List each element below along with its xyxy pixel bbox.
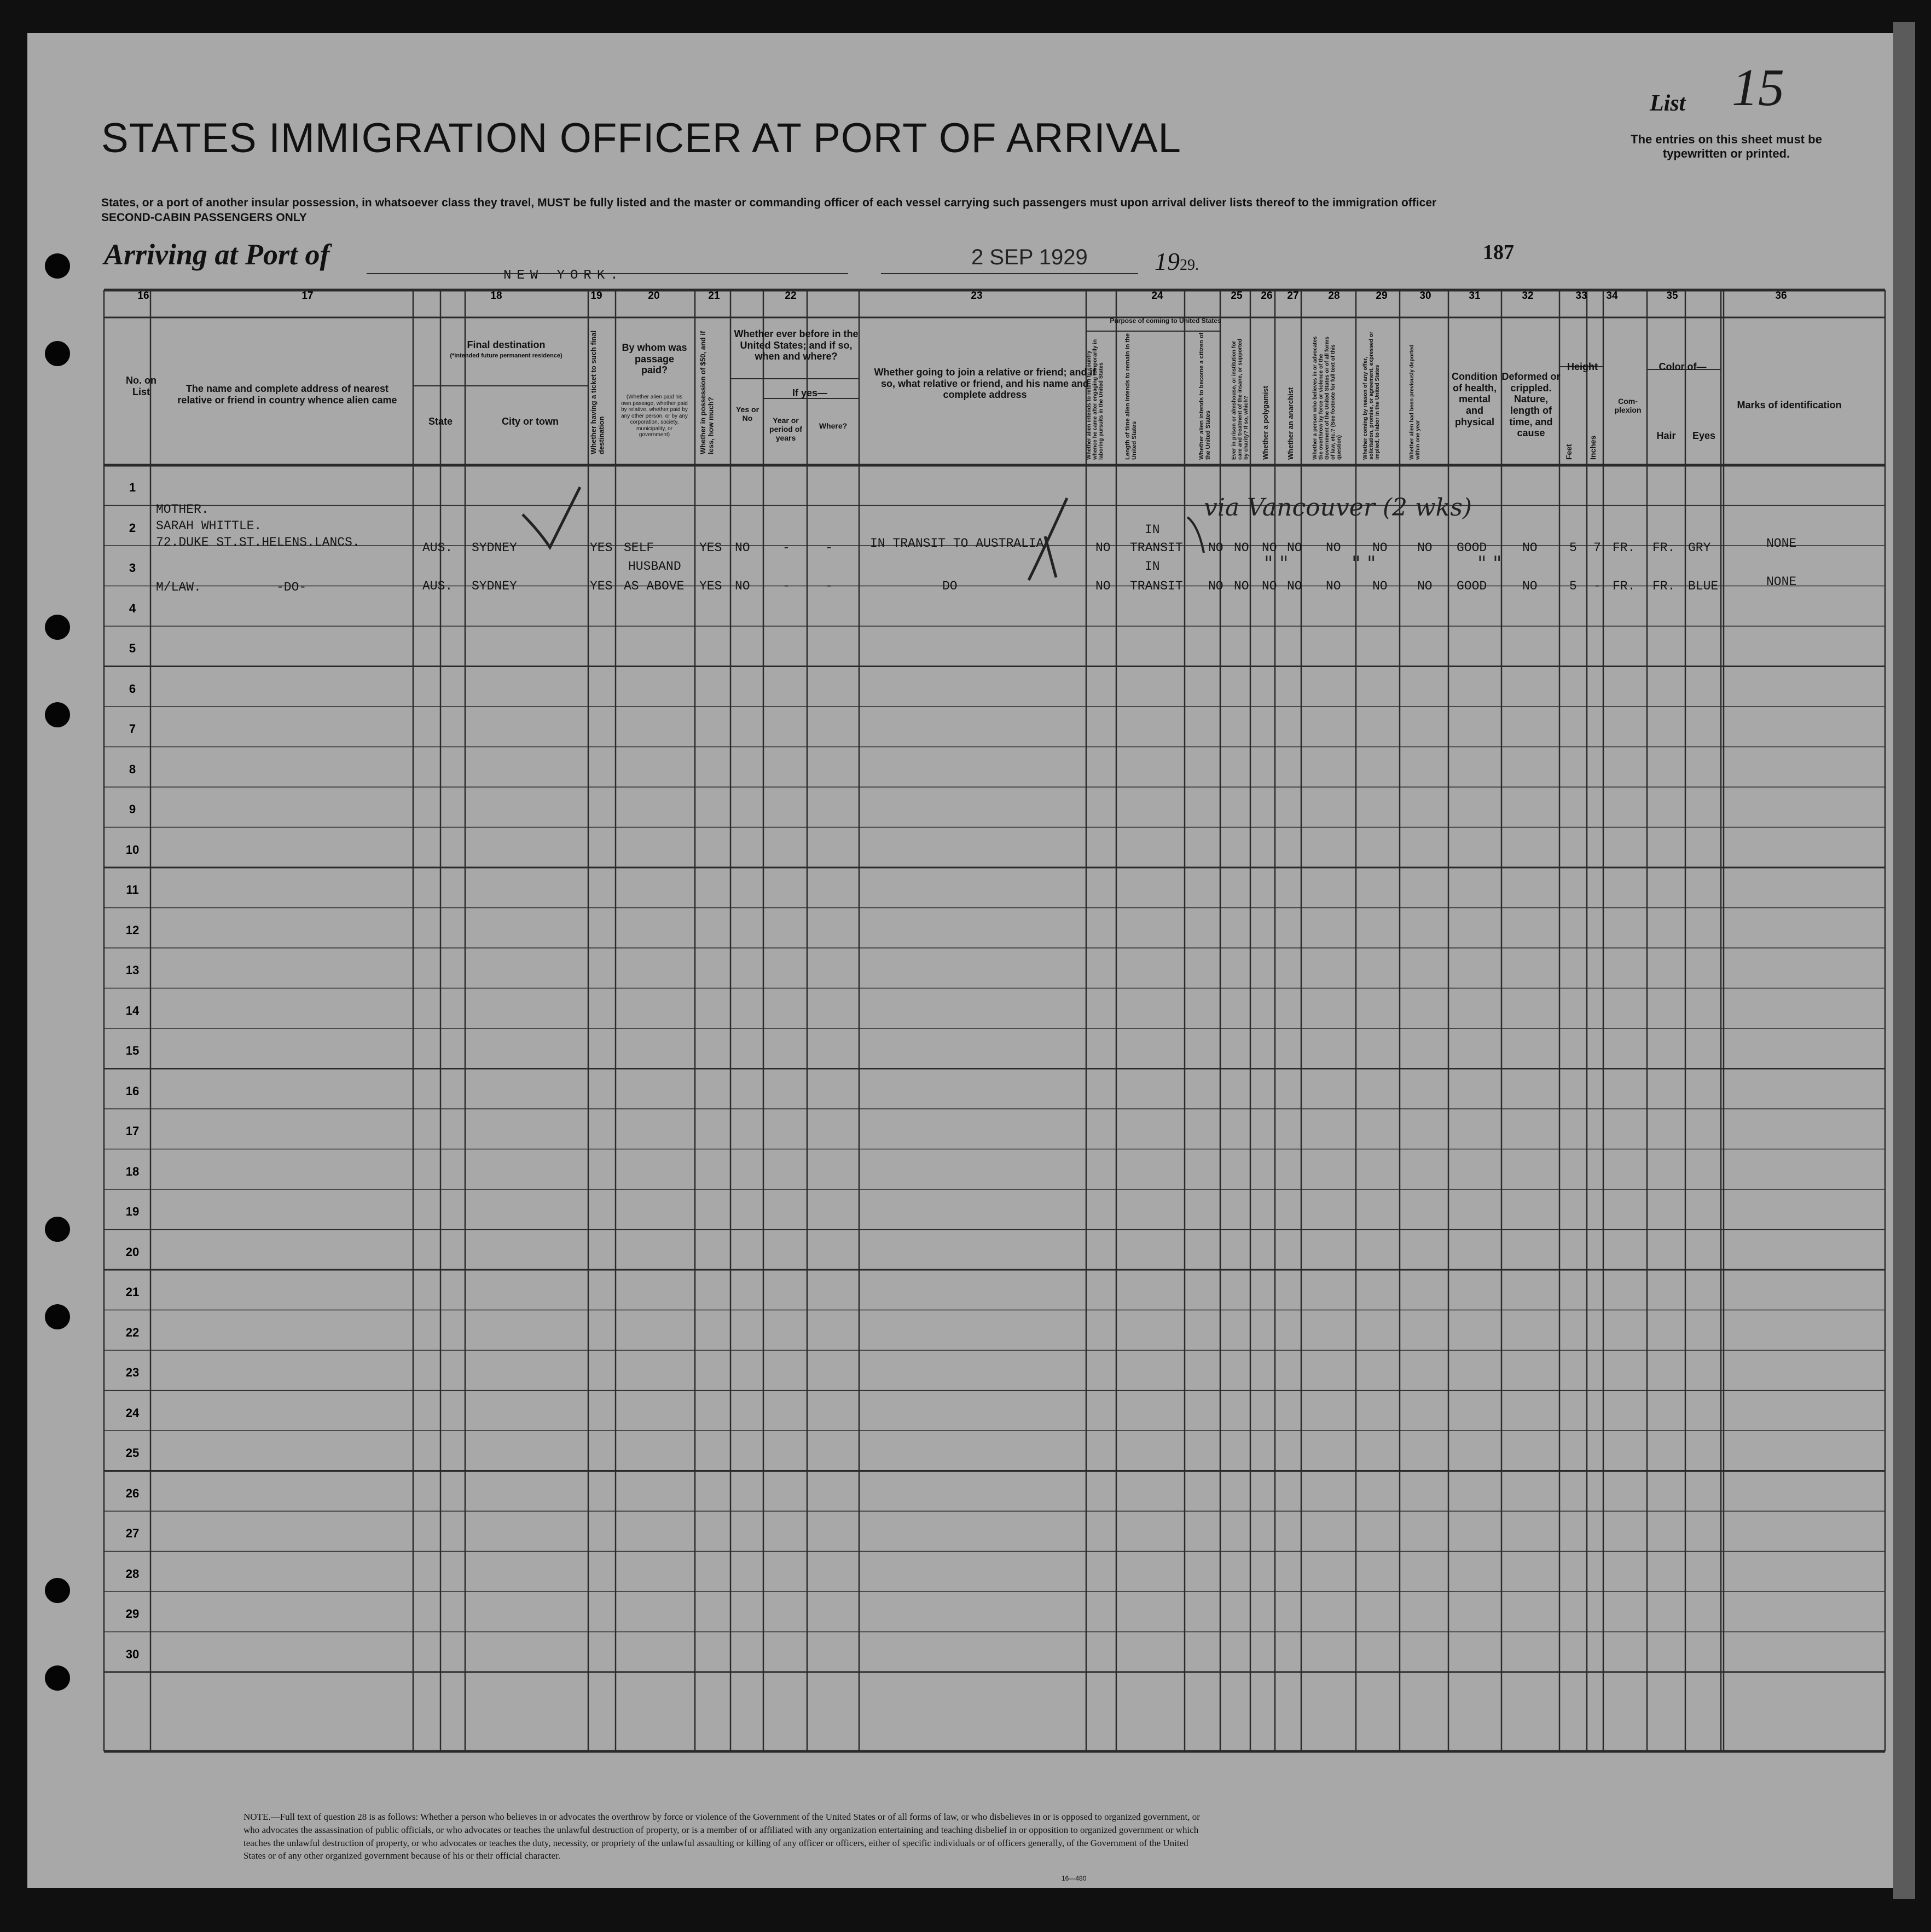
row2-polygamist: NO xyxy=(1262,579,1277,593)
row1-ticket: YES xyxy=(590,541,613,555)
row1-hair: FR. xyxy=(1652,541,1675,555)
row2-marks: NONE xyxy=(1766,575,1797,589)
row-number: 5 xyxy=(129,641,136,655)
row2-deported: NO xyxy=(1417,579,1433,593)
header-condition: Condition of health, mental and physical xyxy=(1452,371,1498,427)
manifest-grid xyxy=(27,33,1893,1888)
binding-edge xyxy=(1893,22,1915,1899)
row1-relative-line3: 72.DUKE ST.ST.HELENS.LANCS. xyxy=(156,535,360,549)
col-24-number: 24 xyxy=(1151,290,1163,302)
row-number: 17 xyxy=(125,1124,140,1138)
row-number: 30 xyxy=(125,1647,140,1661)
row2-anarchist: NO xyxy=(1287,579,1302,593)
col-21-number: 21 xyxy=(708,290,720,302)
header-year-period: Year or period of years xyxy=(769,416,802,443)
row-number: 4 xyxy=(129,601,136,615)
row-number: 3 xyxy=(129,561,136,575)
row1-overthrow: NO xyxy=(1326,541,1341,555)
row2-money: YES xyxy=(699,579,722,593)
row1-polygamist: NO xyxy=(1262,541,1277,555)
row-number: 7 xyxy=(129,722,136,736)
row-number: 15 xyxy=(125,1044,140,1057)
row1-joining: IN TRANSIT TO AUSTRALIA. xyxy=(870,536,1052,551)
row2-paid-by-line2: AS ABOVE xyxy=(624,579,685,593)
binder-hole xyxy=(45,341,70,366)
row-number: 24 xyxy=(125,1405,140,1420)
row-number: 10 xyxy=(125,842,140,857)
row-number: 25 xyxy=(125,1446,140,1460)
row-number: 29 xyxy=(125,1607,140,1621)
row-number: 19 xyxy=(125,1205,140,1218)
row1-prison: NO xyxy=(1234,541,1249,555)
handwritten-ditto-3: " " xyxy=(1477,553,1502,575)
row2-contract: NO xyxy=(1372,579,1388,593)
row2-inches: - xyxy=(1593,579,1601,593)
row2-state: AUS. xyxy=(422,579,453,593)
col-35-number: 35 xyxy=(1666,290,1678,302)
row1-length-line1: IN xyxy=(1145,523,1160,537)
row-number: 9 xyxy=(129,802,136,816)
col-25-number: 25 xyxy=(1231,290,1243,302)
header-anarchist: Whether an anarchist xyxy=(1286,387,1295,460)
col-32-number: 32 xyxy=(1522,290,1534,302)
row1-city: SYDNEY xyxy=(472,541,517,555)
row2-complexion: FR. xyxy=(1613,579,1636,593)
row2-deformed: NO xyxy=(1522,579,1538,593)
header-become-citizen: Whether alien intends to become a citizen of the United States xyxy=(1198,332,1212,460)
binder-hole xyxy=(45,702,70,727)
row2-eyes: BLUE xyxy=(1688,579,1719,593)
header-passage-paid-note: (Whether alien paid his own passage, whether paid by relative, whether paid by any other person, or by any corporation, society, municipality, or government) xyxy=(621,394,688,438)
header-no-on-list: No. on List xyxy=(126,375,156,397)
row2-citizen: NO xyxy=(1208,579,1223,593)
row1-eyes: GRY xyxy=(1688,541,1711,555)
row-number: 23 xyxy=(125,1366,140,1379)
header-hair: Hair xyxy=(1656,430,1676,441)
header-marks: Marks of identification xyxy=(1737,400,1842,410)
row1-anarchist: NO xyxy=(1287,541,1302,555)
row2-before: NO xyxy=(735,579,750,593)
row2-ticket: YES xyxy=(590,579,613,593)
header-passage-paid: By whom was passage paid? xyxy=(622,342,687,376)
col-20-number: 20 xyxy=(648,290,660,302)
row2-where: - xyxy=(825,579,833,593)
col-17-number: 17 xyxy=(301,290,314,302)
row1-feet: 5 xyxy=(1569,541,1577,555)
row1-citizen: NO xyxy=(1208,541,1223,555)
header-eyes: Eyes xyxy=(1692,430,1716,441)
header-where: Where? xyxy=(819,421,848,430)
row-number: 22 xyxy=(125,1325,140,1339)
entries-note: The entries on this sheet must be typewritten or printed. xyxy=(1631,132,1822,161)
header-ticket: Whether having a ticket to such final destination xyxy=(589,330,606,454)
list-label: List xyxy=(1650,91,1686,116)
year-field: 1929. xyxy=(1155,247,1199,275)
col-19-number: 19 xyxy=(590,290,602,302)
row2-feet: 5 xyxy=(1569,579,1577,593)
header-deformed: Deformed or crippled. Nature, length of time, and cause xyxy=(1501,371,1561,439)
row-number: 8 xyxy=(129,762,136,776)
header-nearest-relative: The name and complete address of nearest relative or friend in country whence alien came xyxy=(177,383,397,406)
row-number: 26 xyxy=(125,1486,140,1500)
row1-money: YES xyxy=(699,541,722,555)
header-fifty-dollars: Whether in possession of $50, and if less, how much? xyxy=(699,331,715,454)
row-number: 21 xyxy=(125,1285,140,1299)
handwritten-ditto-2: " " xyxy=(1352,553,1376,575)
row-number: 16 xyxy=(125,1084,140,1098)
col-29-number: 29 xyxy=(1376,290,1388,302)
row2-relative-line1: M/LAW. xyxy=(156,580,201,594)
row1-relative-line2: SARAH WHITTLE. xyxy=(156,519,262,533)
list-number: 15 xyxy=(1732,58,1784,117)
header-joining-relative: Whether going to join a relative or friend; and if so, what relative or friend, and his name and complete address xyxy=(874,367,1096,401)
row1-complexion: FR. xyxy=(1613,541,1636,555)
row2-length-line2: TRANSIT xyxy=(1130,579,1183,593)
row2-city: SYDNEY xyxy=(472,579,517,593)
binder-hole xyxy=(45,1217,70,1242)
row2-year: - xyxy=(782,579,790,593)
row1-relative-line1: MOTHER. xyxy=(156,502,209,517)
col-16-number: 16 xyxy=(137,290,149,302)
header-final-destination-note: (*Intended future permanent residence) xyxy=(450,352,563,359)
row2-joining: DO xyxy=(942,579,958,593)
row2-return: NO xyxy=(1095,579,1111,593)
date-stamp: 2 SEP 1929 xyxy=(971,245,1088,269)
instruction-text: States, or a port of another insular possession, in whatsoever class they travel, MUST be fully listed and the master or commanding officer of each vessel carrying such passengers must upon arrival deliver lists thereof to the immigration officer xyxy=(101,196,1437,209)
binder-hole xyxy=(45,1304,70,1329)
row-number: 2 xyxy=(129,520,136,535)
header-feet: Feet xyxy=(1564,444,1573,460)
col-18-number: 18 xyxy=(490,290,502,302)
row2-paid-by-line1: HUSBAND xyxy=(628,559,681,574)
row-number: 20 xyxy=(125,1245,140,1259)
header-polygamist: Whether a polygamist xyxy=(1261,385,1269,460)
row1-marks: NONE xyxy=(1766,536,1797,551)
row2-health: GOOD xyxy=(1457,579,1487,593)
row1-health: GOOD xyxy=(1457,541,1487,555)
header-height: Height xyxy=(1567,361,1598,372)
col-28-number: 28 xyxy=(1328,290,1340,302)
row1-contract: NO xyxy=(1372,541,1388,555)
handwritten-route-note: via Vancouver (2 wks) xyxy=(1204,494,1472,522)
row-number: 1 xyxy=(129,481,136,494)
header-state: State xyxy=(428,416,453,427)
row1-deported: NO xyxy=(1417,541,1433,555)
binder-hole xyxy=(45,1665,70,1691)
header-overthrow: Whether a person who believes in or advocates the overthrow by force or violence of the Government of the United States or of all forms of law, etc.? (See footnote for full text of this question) xyxy=(1312,336,1342,460)
header-final-destination: Final destination xyxy=(467,339,546,350)
second-cabin-label: SECOND-CABIN PASSENGERS ONLY xyxy=(101,211,307,224)
row-number: 28 xyxy=(125,1566,140,1581)
header-color-of: Color of— xyxy=(1659,361,1707,372)
header-city: City or town xyxy=(502,416,559,427)
row-number: 6 xyxy=(129,681,136,696)
row2-length-line1: IN xyxy=(1145,559,1160,574)
manifest-sheet xyxy=(27,33,1893,1888)
row1-paid-by: SELF xyxy=(624,541,654,555)
row1-year: - xyxy=(782,541,790,555)
row1-length-line2: TRANSIT xyxy=(1130,541,1183,555)
form-number: 16—480 xyxy=(1062,1875,1087,1882)
col-34-number: 34 xyxy=(1606,290,1618,302)
row2-relative-line2: -DO- xyxy=(276,580,307,594)
col-26-number: 26 xyxy=(1261,290,1273,302)
row2-hair: FR. xyxy=(1652,579,1675,593)
col-30-number: 30 xyxy=(1419,290,1431,302)
header-complexion: Com- plexion xyxy=(1614,397,1642,415)
col-23-number: 23 xyxy=(971,290,983,302)
header-length-of-stay: Length of time alien intends to remain in the United States xyxy=(1124,333,1138,460)
row-number: 13 xyxy=(125,963,140,977)
col-27-number: 27 xyxy=(1287,290,1299,302)
header-inches: Inches xyxy=(1588,435,1597,460)
header-prison: Ever in prison or almshouse, or institution for care and treatment of the insane, or supported by charity? If so, which? xyxy=(1231,338,1249,460)
col-31-number: 31 xyxy=(1469,290,1481,302)
row2-prison: NO xyxy=(1234,579,1249,593)
row-number: 18 xyxy=(125,1164,140,1178)
binder-hole xyxy=(45,615,70,640)
header-yes-no: Yes or No xyxy=(735,405,759,423)
header-purpose-return: Whether alien intends to return to country whence he came after engaging temporarily in laboring pursuits in the United States xyxy=(1086,339,1104,460)
row1-inches: 7 xyxy=(1593,541,1601,555)
footnote-question-28: NOTE.—Full text of question 28 is as follows: Whether a person who believes in or advocates the overthrow by force or violence of the Government of the United States or of all forms of law, or who disbelieves in or is opposed to organized government, or who advocates the assassination of public officials, or who advocates or teaches the unlawful destruction of property, or is a member of or affiliated with any organization entertaining and teaching disbelief in or opposition to organized government or which teaches the unlawful destruction of property, or who advocates or teaches the duty, necessity, or propriety of the unlawful assaulting or killing of any officer or officers, either of specific individuals or of officers generally, of the Government of the United States or of any other organized government because of his or their official character. xyxy=(243,1812,1200,1861)
row1-return: NO xyxy=(1095,541,1111,555)
handwritten-ditto-1: " " xyxy=(1264,553,1289,575)
col-36-number: 36 xyxy=(1775,290,1787,302)
header-deported: Whether alien had been previously deported within one year xyxy=(1409,344,1421,460)
row-number: 11 xyxy=(126,883,139,896)
row-number: 27 xyxy=(125,1526,140,1540)
row1-before: NO xyxy=(735,541,750,555)
col-33-number: 33 xyxy=(1575,290,1587,302)
header-if-yes: If yes— xyxy=(792,387,828,398)
row2-overthrow: NO xyxy=(1326,579,1341,593)
header-purpose: Purpose of coming to United States xyxy=(1110,317,1221,325)
row1-deformed: NO xyxy=(1522,541,1538,555)
sheet-number: 187 xyxy=(1483,241,1514,264)
row-number: 12 xyxy=(125,923,140,937)
page-title: STATES IMMIGRATION OFFICER AT PORT OF ARRIVAL xyxy=(101,115,1181,161)
header-contract-labor: Whether coming by reason of any offer, solicitation, promise, or agreement, expressed or implied, to labor in the United States xyxy=(1362,332,1381,460)
port-name: NEW YORK. xyxy=(503,268,624,283)
binder-hole xyxy=(45,1578,70,1603)
col-22-number: 22 xyxy=(785,290,797,302)
header-ever-before: Whether ever before in the United States; and if so, when and where? xyxy=(734,328,859,362)
row-number: 14 xyxy=(125,1003,140,1017)
row1-where: - xyxy=(825,541,833,555)
binder-hole xyxy=(45,253,70,279)
arriving-label: Arriving at Port of xyxy=(104,238,330,271)
row1-state: AUS. xyxy=(422,541,453,555)
